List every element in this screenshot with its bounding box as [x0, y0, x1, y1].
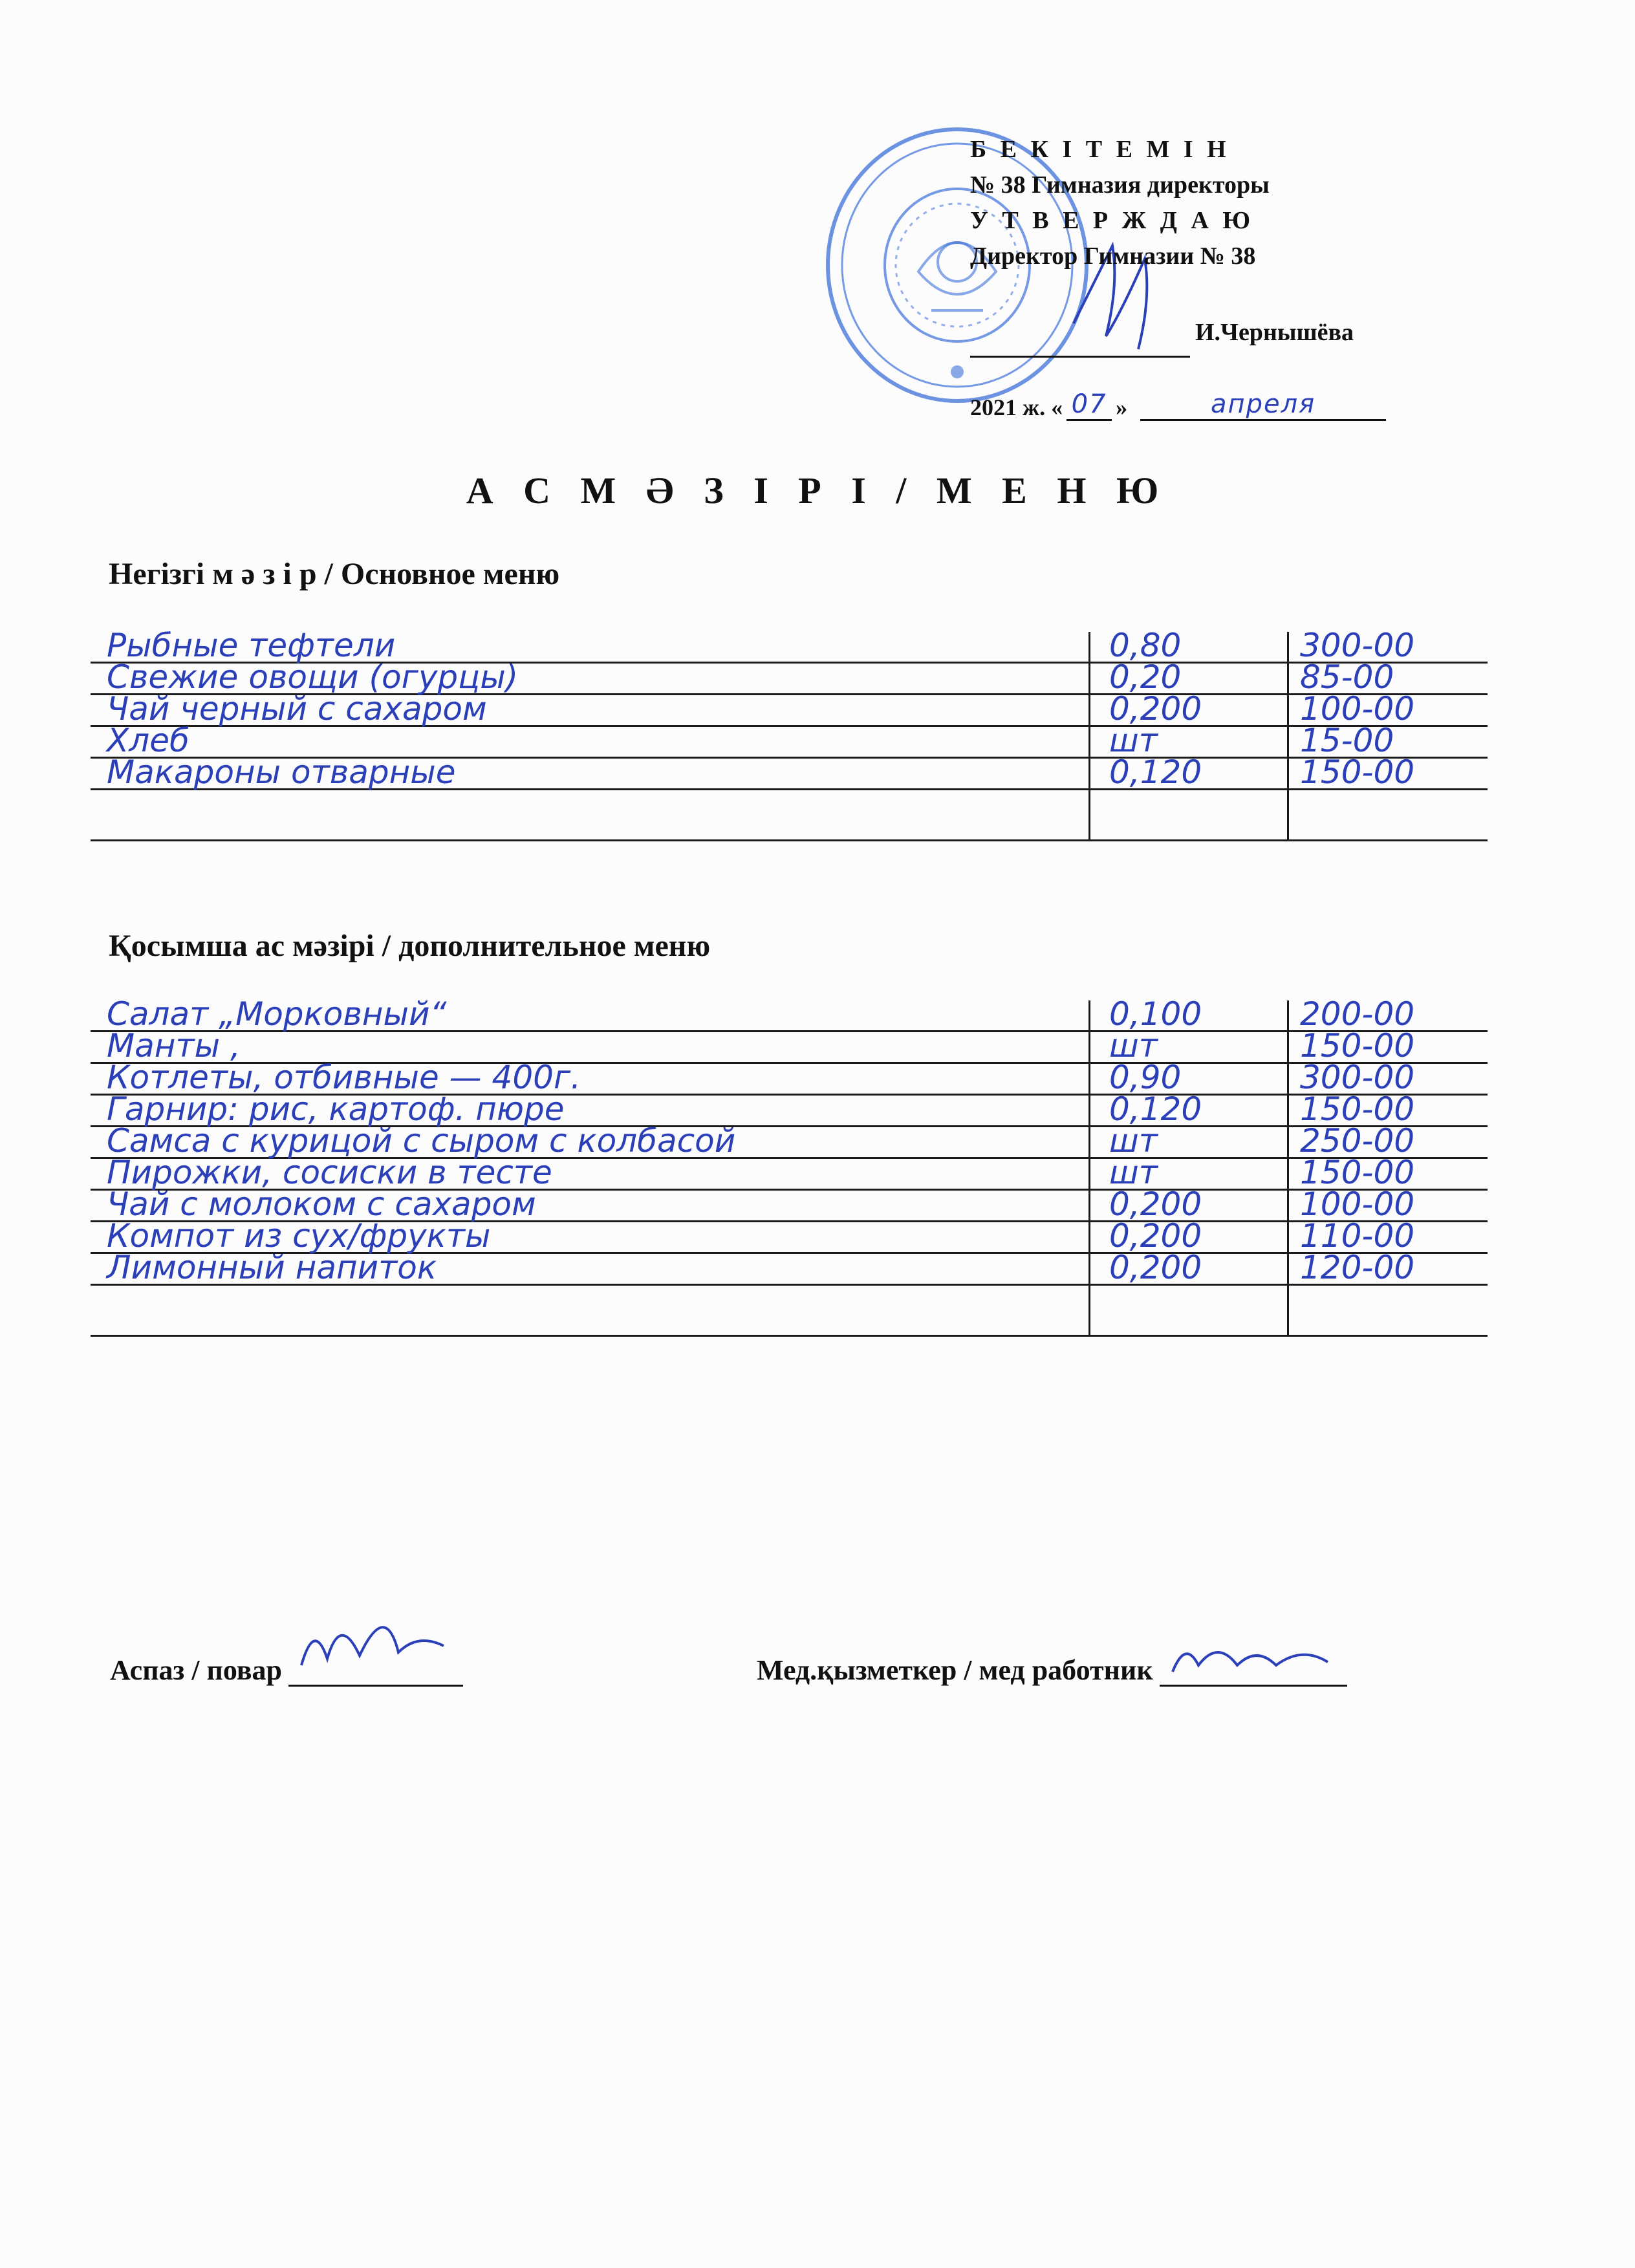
approval-date [970, 389, 1386, 421]
item-qty: 0,200 [1109, 690, 1202, 728]
item-name: Лимонный напиток [107, 1249, 437, 1286]
item-name: Самса с курицой с сыром с колбасой [107, 1122, 736, 1160]
item-price: 150-00 [1300, 1027, 1415, 1064]
cook-signature-line [288, 1652, 463, 1687]
date-mid: » [1116, 394, 1128, 420]
item-name: Чай с молоком с сахаром [107, 1185, 536, 1223]
main-menu-table [91, 627, 1488, 841]
item-qty: 0,20 [1109, 658, 1182, 696]
item-price: 200-00 [1300, 995, 1415, 1033]
item-qty: 0,80 [1109, 627, 1182, 664]
item-name: Хлеб [107, 722, 189, 759]
medic-label: Мед.қызметкер / мед работник [757, 1654, 1153, 1686]
table-row [91, 790, 1488, 841]
medic-signature-icon [1160, 1626, 1347, 1691]
approval-director-russian: Директор Гимназии № 38 [970, 243, 1256, 270]
approval-director-kazakh: № 38 Гимназия директоры [970, 171, 1270, 199]
date-prefix: 2021 ж. « [970, 394, 1063, 420]
item-price: 120-00 [1300, 1249, 1415, 1286]
item-price: 100-00 [1300, 690, 1415, 728]
item-name: Чай черный с сахаром [107, 690, 487, 728]
item-qty: шт [1109, 722, 1158, 759]
cook-label: Аспаз / повар [110, 1654, 282, 1686]
item-price: 110-00 [1300, 1217, 1415, 1255]
date-day: 07 [1067, 389, 1112, 421]
medic-signature-line [1160, 1652, 1347, 1687]
page-title: А С М Ә З І Р І / М Е Н Ю [466, 470, 1169, 512]
item-price: 150-00 [1300, 1090, 1415, 1128]
item-qty: 0,200 [1109, 1217, 1202, 1255]
column-divider [1287, 1000, 1289, 1337]
item-name: Пирожки, сосиски в тесте [107, 1154, 552, 1191]
item-qty: шт [1109, 1122, 1158, 1160]
item-price: 300-00 [1300, 627, 1415, 664]
approval-line-russian: У Т В Е Р Ж Д А Ю [970, 207, 1255, 234]
cook-signature-block [110, 1652, 463, 1687]
item-price: 250-00 [1300, 1122, 1415, 1160]
item-price: 15-00 [1300, 722, 1394, 759]
item-name: Компот из сух/фрукты [107, 1217, 491, 1255]
item-name: Свежие овощи (огурцы) [107, 658, 519, 696]
main-menu-heading: Негізгі м ә з і р / Основное меню [109, 557, 560, 591]
medic-signature-block [757, 1652, 1347, 1687]
item-name: Рыбные тефтели [107, 627, 396, 664]
director-name: И.Чернышёва [1195, 319, 1354, 346]
approval-line-kazakh: Б Е К І Т Е М І Н [970, 136, 1230, 163]
table-row [91, 1286, 1488, 1337]
item-name: Макароны отварные [107, 753, 456, 791]
item-qty: 0,90 [1109, 1059, 1182, 1096]
item-price: 85-00 [1300, 658, 1394, 696]
item-price: 100-00 [1300, 1185, 1415, 1223]
cook-signature-icon [288, 1594, 463, 1691]
column-divider [1088, 1000, 1090, 1337]
extra-menu-heading: Қосымша ас мәзірі / дополнительное меню [109, 929, 711, 963]
item-price: 300-00 [1300, 1059, 1415, 1096]
item-name: Салат „Морковный“ [107, 995, 447, 1033]
item-price: 150-00 [1300, 753, 1415, 791]
column-divider [1287, 632, 1289, 841]
table-row [91, 1249, 1488, 1286]
table-row [91, 995, 1488, 1033]
item-qty: шт [1109, 1154, 1158, 1191]
extra-menu-table [91, 995, 1488, 1337]
item-qty: 0,100 [1109, 995, 1202, 1033]
item-name: Гарнир: рис, картоф. пюре [107, 1090, 565, 1128]
item-qty: 0,200 [1109, 1249, 1202, 1286]
date-month: апреля [1140, 389, 1386, 421]
column-divider [1088, 632, 1090, 841]
table-row [91, 753, 1488, 791]
table-row [91, 690, 1488, 728]
item-qty: 0,200 [1109, 1185, 1202, 1223]
item-name: Котлеты, отбивные — 400г. [107, 1059, 581, 1096]
item-qty: 0,120 [1109, 753, 1202, 791]
item-name: Манты , [107, 1027, 241, 1064]
item-qty: шт [1109, 1027, 1158, 1064]
item-qty: 0,120 [1109, 1090, 1202, 1128]
director-signature-line [970, 330, 1190, 358]
item-price: 150-00 [1300, 1154, 1415, 1191]
